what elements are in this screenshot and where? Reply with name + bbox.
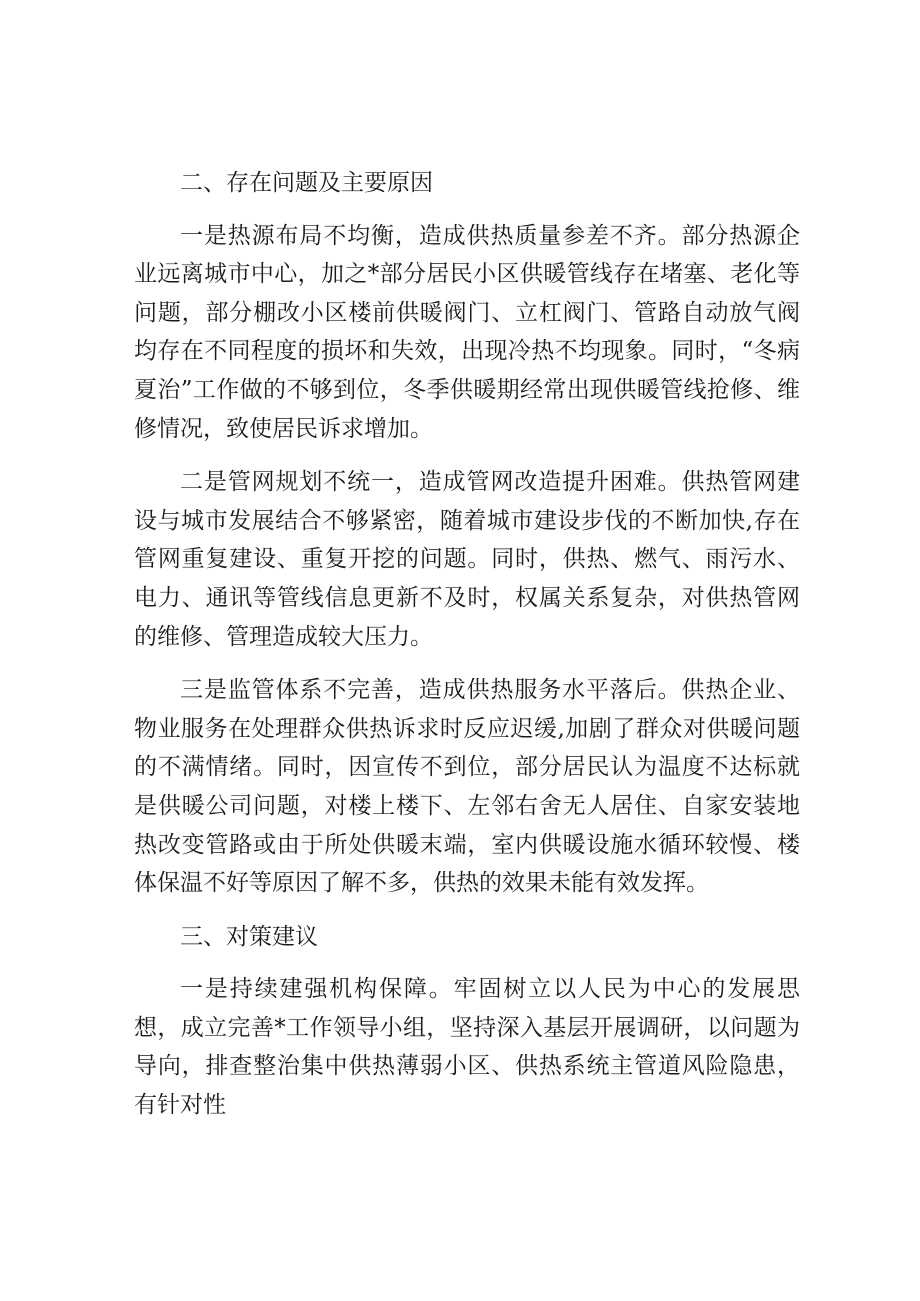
paragraph-problem-1: 一是热源布局不均衡，造成供热质量参差不齐。部分热源企业远离城市中心，加之*部分居民小区供暖管线存在堵塞、老化等问题，部分棚改小区楼前供暖阀门、立杠阀门、管路自动放气阀均存在不同程度的损坏和失效，出现冷热不均现象。同时，“冬病夏治”工作做的不够到位，冬季供暖期经常出现供暖管线抢修、维修情况，致使居民诉求增加。 [134,222,800,442]
section-heading-problems: 二、存在问题及主要原因 [180,170,433,196]
document-body [134,164,800,1140]
paragraph-suggestion-1: 一是持续建强机构保障。牢固树立以人民为中心的发展思想，成立完善*工作领导小组，坚持深入基层开展调研，以问题为导向，排查整治集中供热薄弱小区、供热系统主管道风险隐患，有针对性 [134,976,800,1119]
section-heading-suggestions: 三、对策建议 [180,923,318,950]
paragraph-problem-2: 二是管网规划不统一，造成管网改造提升困难。供热管网建设与城市发展结合不够紧密，随着城市建设步伐的不断加快,存在管网重复建设、重复开挖的问题。同时，供热、燃气、雨污水、电力、通讯等管线信息更新不及时，权属关系复杂，对供热管网的维修、管理造成较大压力。 [134,469,800,650]
paragraph-problem-3: 三是监管体系不完善，造成供热服务水平落后。供热企业、物业服务在处理群众供热诉求时反应迟缓,加剧了群众对供暖问题的不满情绪。同时，因宣传不到位，部分居民认为温度不达标就是供暖公司问题，对楼上楼下、左邻右舍无人居住、自家安装地热改变管路或由于所处供暖末端，室内供暖设施水循环较慢、楼体保温不好等原因了解不多，供热的效果未能有效发挥。 [134,677,800,897]
